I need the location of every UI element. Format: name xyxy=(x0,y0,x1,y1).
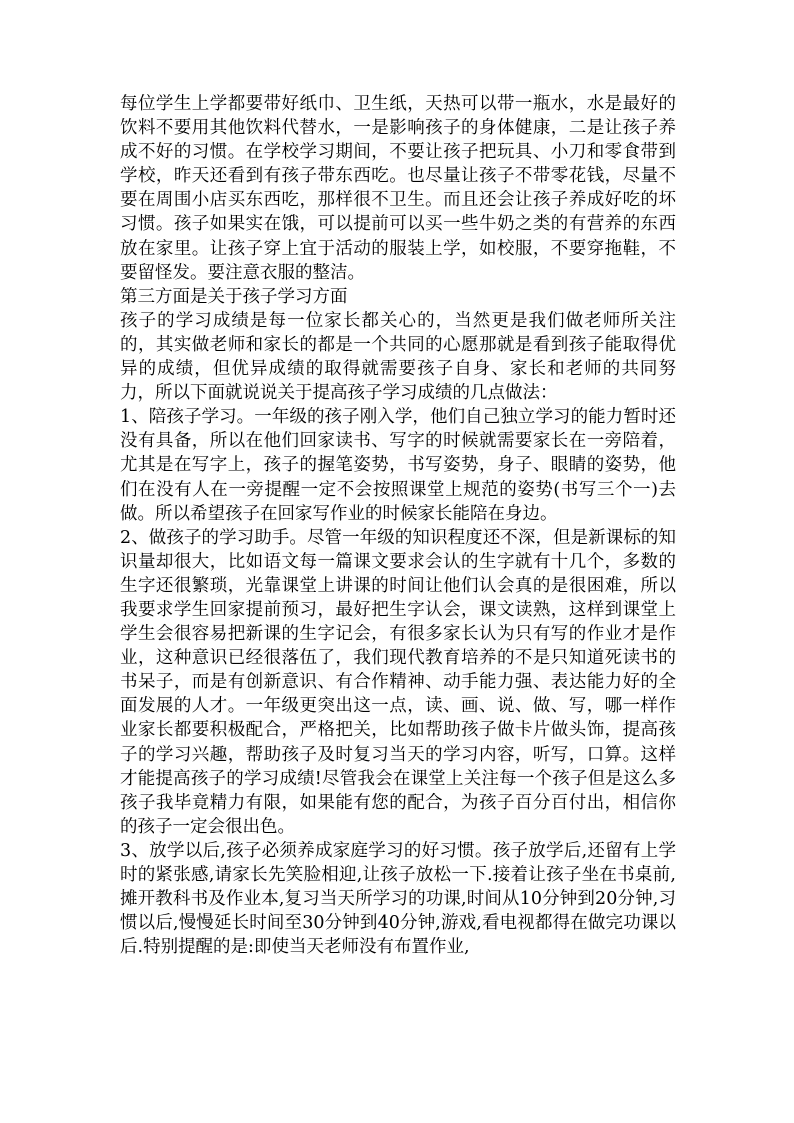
section-heading-study: 第三方面是关于孩子学习方面 xyxy=(120,286,348,307)
document-body xyxy=(120,92,676,959)
paragraph-point-1: 1、陪孩子学习。一年级的孩子刚入学，他们自己独立学习的能力暂时还没有具备，所以在他们回家读书、写字的时候就需要家长在一旁陪着，尤其是在写字上，孩子的握笔姿势，书写姿势，身子、眼睛的姿势，他们在没有人在一旁提醒一定不会按照课堂上规范的姿势(书写三个一)去做。所以希望孩子在回家写作业的时候家长能陪在身边。 xyxy=(120,407,676,524)
paragraph-study-intro: 孩子的学习成绩是每一位家长都关心的，当然更是我们做老师所关注的，其实做老师和家长的都是一个共同的心愿那就是看到孩子能取得优异的成绩，但优异成绩的取得就需要孩子自身、家长和老师的共同努力，所以下面就说说关于提高孩子学习成绩的几点做法： xyxy=(120,310,676,404)
paragraph-point-2: 2、做孩子的学习助手。尽管一年级的知识程度还不深，但是新课标的知识量却很大，比如语文每一篇课文要求会认的生字就有十几个，多数的生字还很繁琐，光靠课堂上讲课的时间让他们认会真的是很困难，所以我要求学生回家提前预习，最好把生字认会，课文读熟，这样到课堂上学生会很容易把新课的生字记会，有很多家长认为只有写的作业才是作业，这种意识已经很落伍了，我们现代教育培养的不是只知道死读书的书呆子，而是有创新意识、有合作精神、动手能力强、表达能力好的全面发展的人才。一年级更突出这一点，读、画、说、做、写，哪一样作业家长都要积极配合，严格把关，比如帮助孩子做卡片做头饰，提高孩子的学习兴趣，帮助孩子及时复习当天的学习内容，听写，口算。这样才能提高孩子的学习成绩!尽管我会在课堂上关注每一个孩子但是这么多孩子我毕竟精力有限，如果能有您的配合，为孩子百分百付出，相信你的孩子一定会很出色。 xyxy=(120,527,676,837)
paragraph-point-3: 3、放学以后,孩子必须养成家庭学习的好习惯。孩子放学后,还留有上学时的紧张感,请家长先笑脸相迎,让孩子放松一下.接着让孩子坐在书桌前,摊开教科书及作业本,复习当天所学习的功课,时间从10分钟到20分钟,习惯以后,慢慢延长时间至30分钟到40分钟,游戏,看电视都得在做完功课以后.特别提醒的是:即使当天老师没有布置作业, xyxy=(120,840,676,958)
paragraph-supplies: 每位学生上学都要带好纸巾、卫生纸，天热可以带一瓶水，水是最好的饮料不要用其他饮料代替水，一是影响孩子的身体健康，二是让孩子养成不好的习惯。在学校学习期间，不要让孩子把玩具、小刀和零食带到学校，昨天还看到有孩子带东西吃。也尽量让孩子不带零花钱，尽量不要在周围小店买东西吃，那样很不卫生。而且还会让孩子养成好吃的坏习惯。孩子如果实在饿，可以提前可以买一些牛奶之类的有营养的东西放在家里。让孩子穿上宜于活动的服装上学，如校服，不要穿拖鞋，不要留怪发。要注意衣服的整洁。 xyxy=(120,94,676,283)
